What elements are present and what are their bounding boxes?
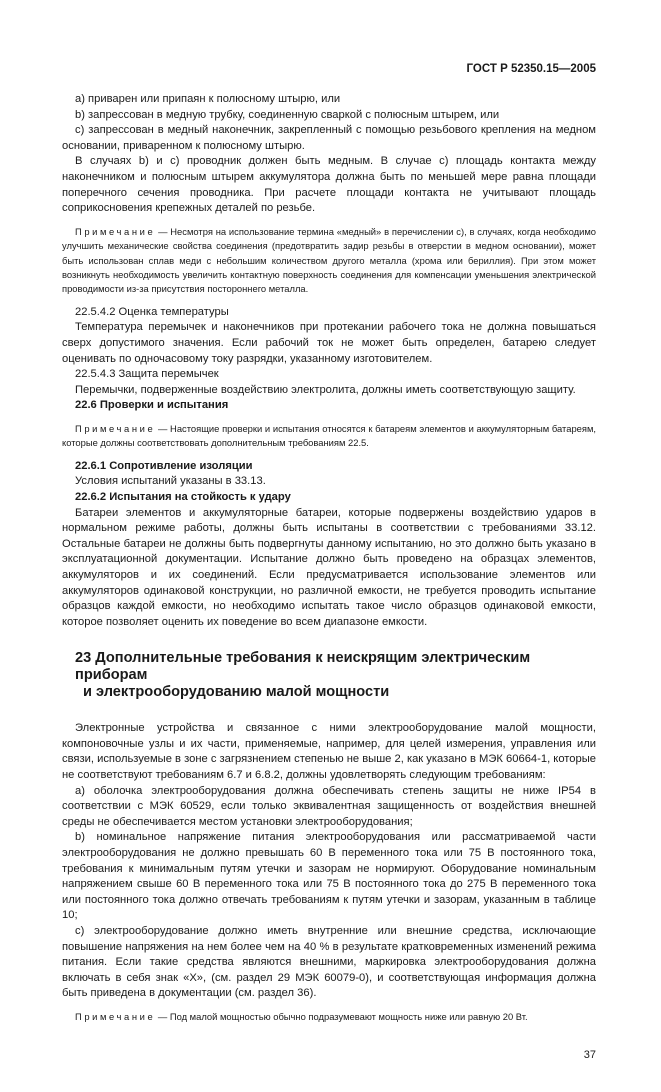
note: [62, 422, 596, 451]
note-text: — Несмотря на использование термина «медный» в перечислении c), в случаях, когда необходимо улучшить механические свойства соединения (предотвратить задир резьбы в отверстии в медном основании), может быть использован сплав меди с небольшим количеством другого металла (хрома или бериллия). При этом может возникнуть необходимость увеличить контактную поверхность соединения для компенсации уменьшения электрической проводимости из-за присутствия постороннего металла.: [62, 225, 596, 295]
section-22-6: [62, 459, 596, 631]
chapter-heading: 23 Дополнительные требования к неискрящим электрическим приборам: [75, 650, 531, 684]
section-23-heading: [75, 650, 595, 701]
paragraph: В случаях b) и c) проводник должен быть медным. В случае c) площадь контакта между наконечником и полюсным штырем аккумулятора должна быть по меньшей мере равна площади поперечного сечения проводника. При расчете площади контакта не учитывают площадь соприкосновения крепежных деталей по резьбе.: [62, 155, 596, 215]
subsection-heading: 22.6.1 Сопротивление изоляции: [75, 459, 253, 472]
note-label: Примечание: [75, 422, 156, 434]
subsection-heading: 22.5.4.2 Оценка температуры: [75, 305, 229, 318]
paragraph: Батареи элементов и аккумуляторные батареи, которые подвержены воздействию ударов в нормальном режиме работы, должны быть испытаны в соответствии с требованиями 33.12. Остальные батареи не должны быть подвергнуты данному испытанию, но это должно быть указано в эксплуатационной документации. Испытание должно быть проведено на образцах элементов, аккумуляторов и их соединений. Если предусматривается использование элементов или аккумуляторов одинаковой конструкции, но различной емкости, не требуется проводить испытание образцов каждой емкости, но необходимо испытать такое число образцов одинаковой емкости, которое позволяет оценить их поведение во всем диапазоне емкости.: [62, 506, 596, 628]
section-22-5-4: [62, 305, 596, 414]
chapter-heading-cont: и электрооборудованию малой мощности: [83, 684, 390, 701]
note-text: — Под малой мощностью обычно подразумевают мощность ниже или равную 20 Вт.: [155, 1010, 528, 1022]
paragraph: Электронные устройства и связанное с ними электрооборудование малой мощности, компоновочные узлы и их части, применяемые, например, для целей измерения, управления или связи, используемые в зоне с загрязнением степенью не выше 2, как указано в МЭК 60664-1, которые не соответствуют требованиям 6.7 и 6.8.2, должны удовлетворять следующим требованиям:: [62, 722, 597, 782]
note-text: — Настоящие проверки и испытания относятся к батареям элементов и аккумуляторным батареям, которые должны соответствовать дополнительным требованиям 22.5.: [62, 422, 596, 449]
list-item-a: a) приварен или припаян к полюсному штырю, или: [75, 93, 341, 105]
note-label: Примечание: [75, 225, 156, 237]
list-section-top: [62, 92, 596, 217]
paragraph: Условия испытаний указаны в 33.13.: [75, 475, 266, 488]
list-item-c: c) электрооборудование должно иметь внутренние или внешние средства, исключающие повышение напряжения на нем более чем на 40 % в результате кратковременных изменений режима питания. Если такие средства являются внешними, маркировка электрооборудования должна включать в себя знак «X», (см. раздел 29 МЭК 60079-0), и соответствующая информация должна быть приведена в документации (см. раздел 36).: [62, 925, 596, 1000]
note: [62, 1010, 596, 1024]
section-heading: 22.6 Проверки и испытания: [75, 399, 229, 412]
page-number: 37: [583, 1049, 596, 1062]
paragraph: Перемычки, подверженные воздействию электролита, должны иметь соответствующую защиту.: [75, 383, 576, 396]
list-item-b: b) запрессован в медную трубку, соединенную сваркой с полюсным штырем, или: [75, 108, 500, 121]
note: [62, 225, 596, 297]
subsection-heading: 22.5.4.3 Защита перемычек: [75, 368, 219, 381]
list-item-a: a) оболочка электрооборудования должна обеспечивать степень защиты не ниже IP54 в соответствии с МЭК 60529, если только эквивалентная защищенность от воздействия внешней среды не обеспечивается местом установки электрооборудования;: [62, 784, 596, 828]
document-id: ГОСТ Р 52350.15—2005: [466, 63, 596, 75]
paragraph: Температура перемычек и наконечников при протекании рабочего тока не должна повышаться сверх допустимого значения. Если рабочий ток не может быть определен, батарею следует оценивать по одночасовому току разрядки, указанному изготовителем.: [62, 321, 596, 365]
note-label: Примечание: [75, 1010, 156, 1022]
list-item-c: c) запрессован в медный наконечник, закрепленный с помощью резьбового крепления на медном основании, приваренном к полюсному штырю.: [62, 124, 596, 152]
subsection-heading: 22.6.2 Испытания на стойкость к удару: [75, 490, 291, 503]
section-23-body: [62, 721, 596, 1002]
list-item-b: b) номинальное напряжение питания электрооборудования или рассматриваемой части электрооборудования не должно превышать 60 В переменного тока или 75 В постоянного тока, требования к минимальным путям утечки и зазорам не нормируют. Оборудование номинальным напряжением свыше 60 В переменного тока или 75 В постоянного тока до 275 В переменного тока или постоянного тока должно отвечать требованиям к путям утечки и зазорам, указанным в таблице 10;: [62, 831, 596, 922]
